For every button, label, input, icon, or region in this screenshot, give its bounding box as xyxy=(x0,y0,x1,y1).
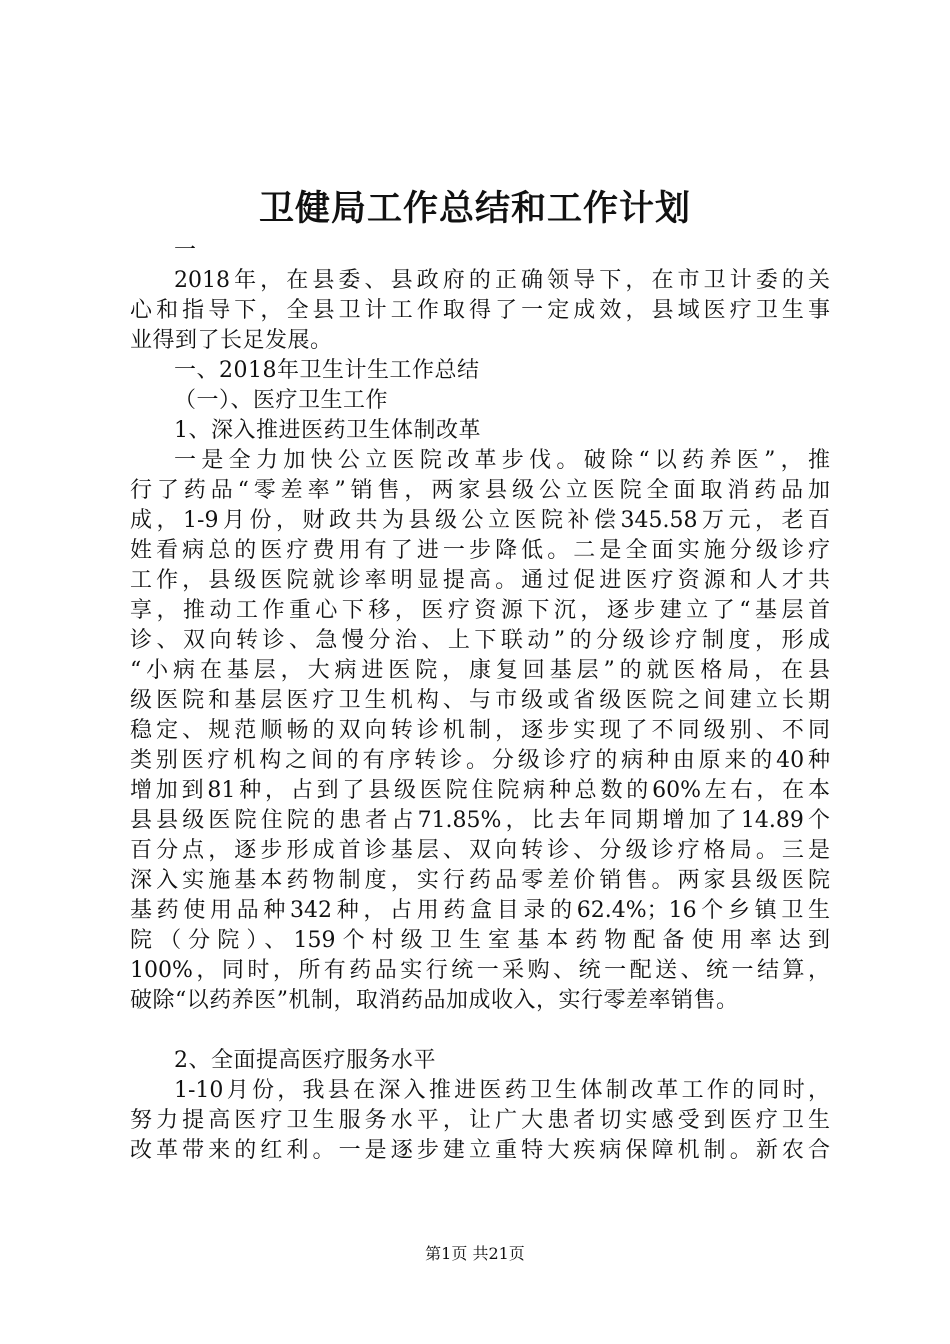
heading-level-3: 1、深入推进医药卫生体制改革 xyxy=(174,418,481,443)
page-number: 第1页 共21页 xyxy=(425,1244,525,1263)
paragraph-line: 努力提高医疗卫生服务水平，让广大患者切实感受到医疗卫生 xyxy=(130,1108,830,1133)
paragraph-line: 县县级医院住院的患者占71.85%，比去年同期增加了14.89个 xyxy=(130,808,830,833)
document-body xyxy=(130,236,830,1166)
paragraph-line: 深入实施基本药物制度，实行药品零差价销售。两家县级医院 xyxy=(130,868,830,893)
paragraph-line: 100%，同时，所有药品实行统一采购、统一配送、统一结算， xyxy=(130,958,830,983)
paragraph-line: 享，推动工作重心下移，医疗资源下沉，逐步建立了“基层首 xyxy=(130,598,830,623)
paragraph-line: 类别医疗机构之间的有序转诊。分级诊疗的病种由原来的40种 xyxy=(130,748,830,773)
paragraph-line: 姓看病总的医疗费用有了进一步降低。二是全面实施分级诊疗 xyxy=(130,538,830,563)
paragraph-line: 增加到81种，占到了县级医院住院病种总数的60%左右，在本 xyxy=(130,778,830,803)
paragraph-line: 院（分院）、159个村级卫生室基本药物配备使用率达到 xyxy=(130,928,830,953)
paragraph-line: 心和指导下，全县卫计工作取得了一定成效，县域医疗卫生事 xyxy=(130,298,830,323)
paragraph-line: 1-10月份，我县在深入推进医药卫生体制改革工作的同时， xyxy=(174,1078,830,1103)
blank-line xyxy=(130,1016,830,1046)
paragraph-line: 级医院和基层医疗卫生机构、与市级或省级医院之间建立长期 xyxy=(130,688,830,713)
paragraph-line: 百分点，逐步形成首诊基层、双向转诊、分级诊疗格局。三是 xyxy=(130,838,830,863)
paragraph-line: 改革带来的红利。一是逐步建立重特大疾病保障机制。新农合 xyxy=(130,1138,830,1163)
paragraph-line: “小病在基层，大病进医院，康复回基层”的就医格局，在县 xyxy=(130,658,830,683)
paragraph-line: 破除“以药养医”机制，取消药品加成收入，实行零差率销售。 xyxy=(130,988,739,1013)
paragraph-line: 行了药品“零差率”销售，两家县级公立医院全面取消药品加 xyxy=(130,478,830,503)
paragraph-line: 基药使用品种342种，占用药盒目录的62.4%；16个乡镇卫生 xyxy=(130,898,830,923)
document-title: 卫健局工作总结和工作计划 xyxy=(258,188,691,229)
paragraph-line: 业得到了长足发展。 xyxy=(130,328,333,353)
paragraph-line: 成，1-9月份，财政共为县级公立医院补偿345.58万元，老百 xyxy=(130,508,830,533)
paragraph-line: 稳定、规范顺畅的双向转诊机制，逐步实现了不同级别、不同 xyxy=(130,718,830,743)
paragraph-line: 一是全力加快公立医院改革步伐。破除“以药养医”，推 xyxy=(174,448,830,473)
paragraph-line: 诊、双向转诊、急慢分治、上下联动”的分级诊疗制度，形成 xyxy=(130,628,830,653)
heading-level-1: 一、2018年卫生计生工作总结 xyxy=(174,358,480,383)
section-marker: 一 xyxy=(174,238,197,263)
heading-level-3: 2、全面提高医疗服务水平 xyxy=(174,1048,436,1073)
heading-level-2: （一）、医疗卫生工作 xyxy=(174,388,389,413)
paragraph-line: 2018年，在县委、县政府的正确领导下，在市卫计委的关 xyxy=(174,268,830,293)
paragraph-line: 工作，县级医院就诊率明显提高。通过促进医疗资源和人才共 xyxy=(130,568,830,593)
